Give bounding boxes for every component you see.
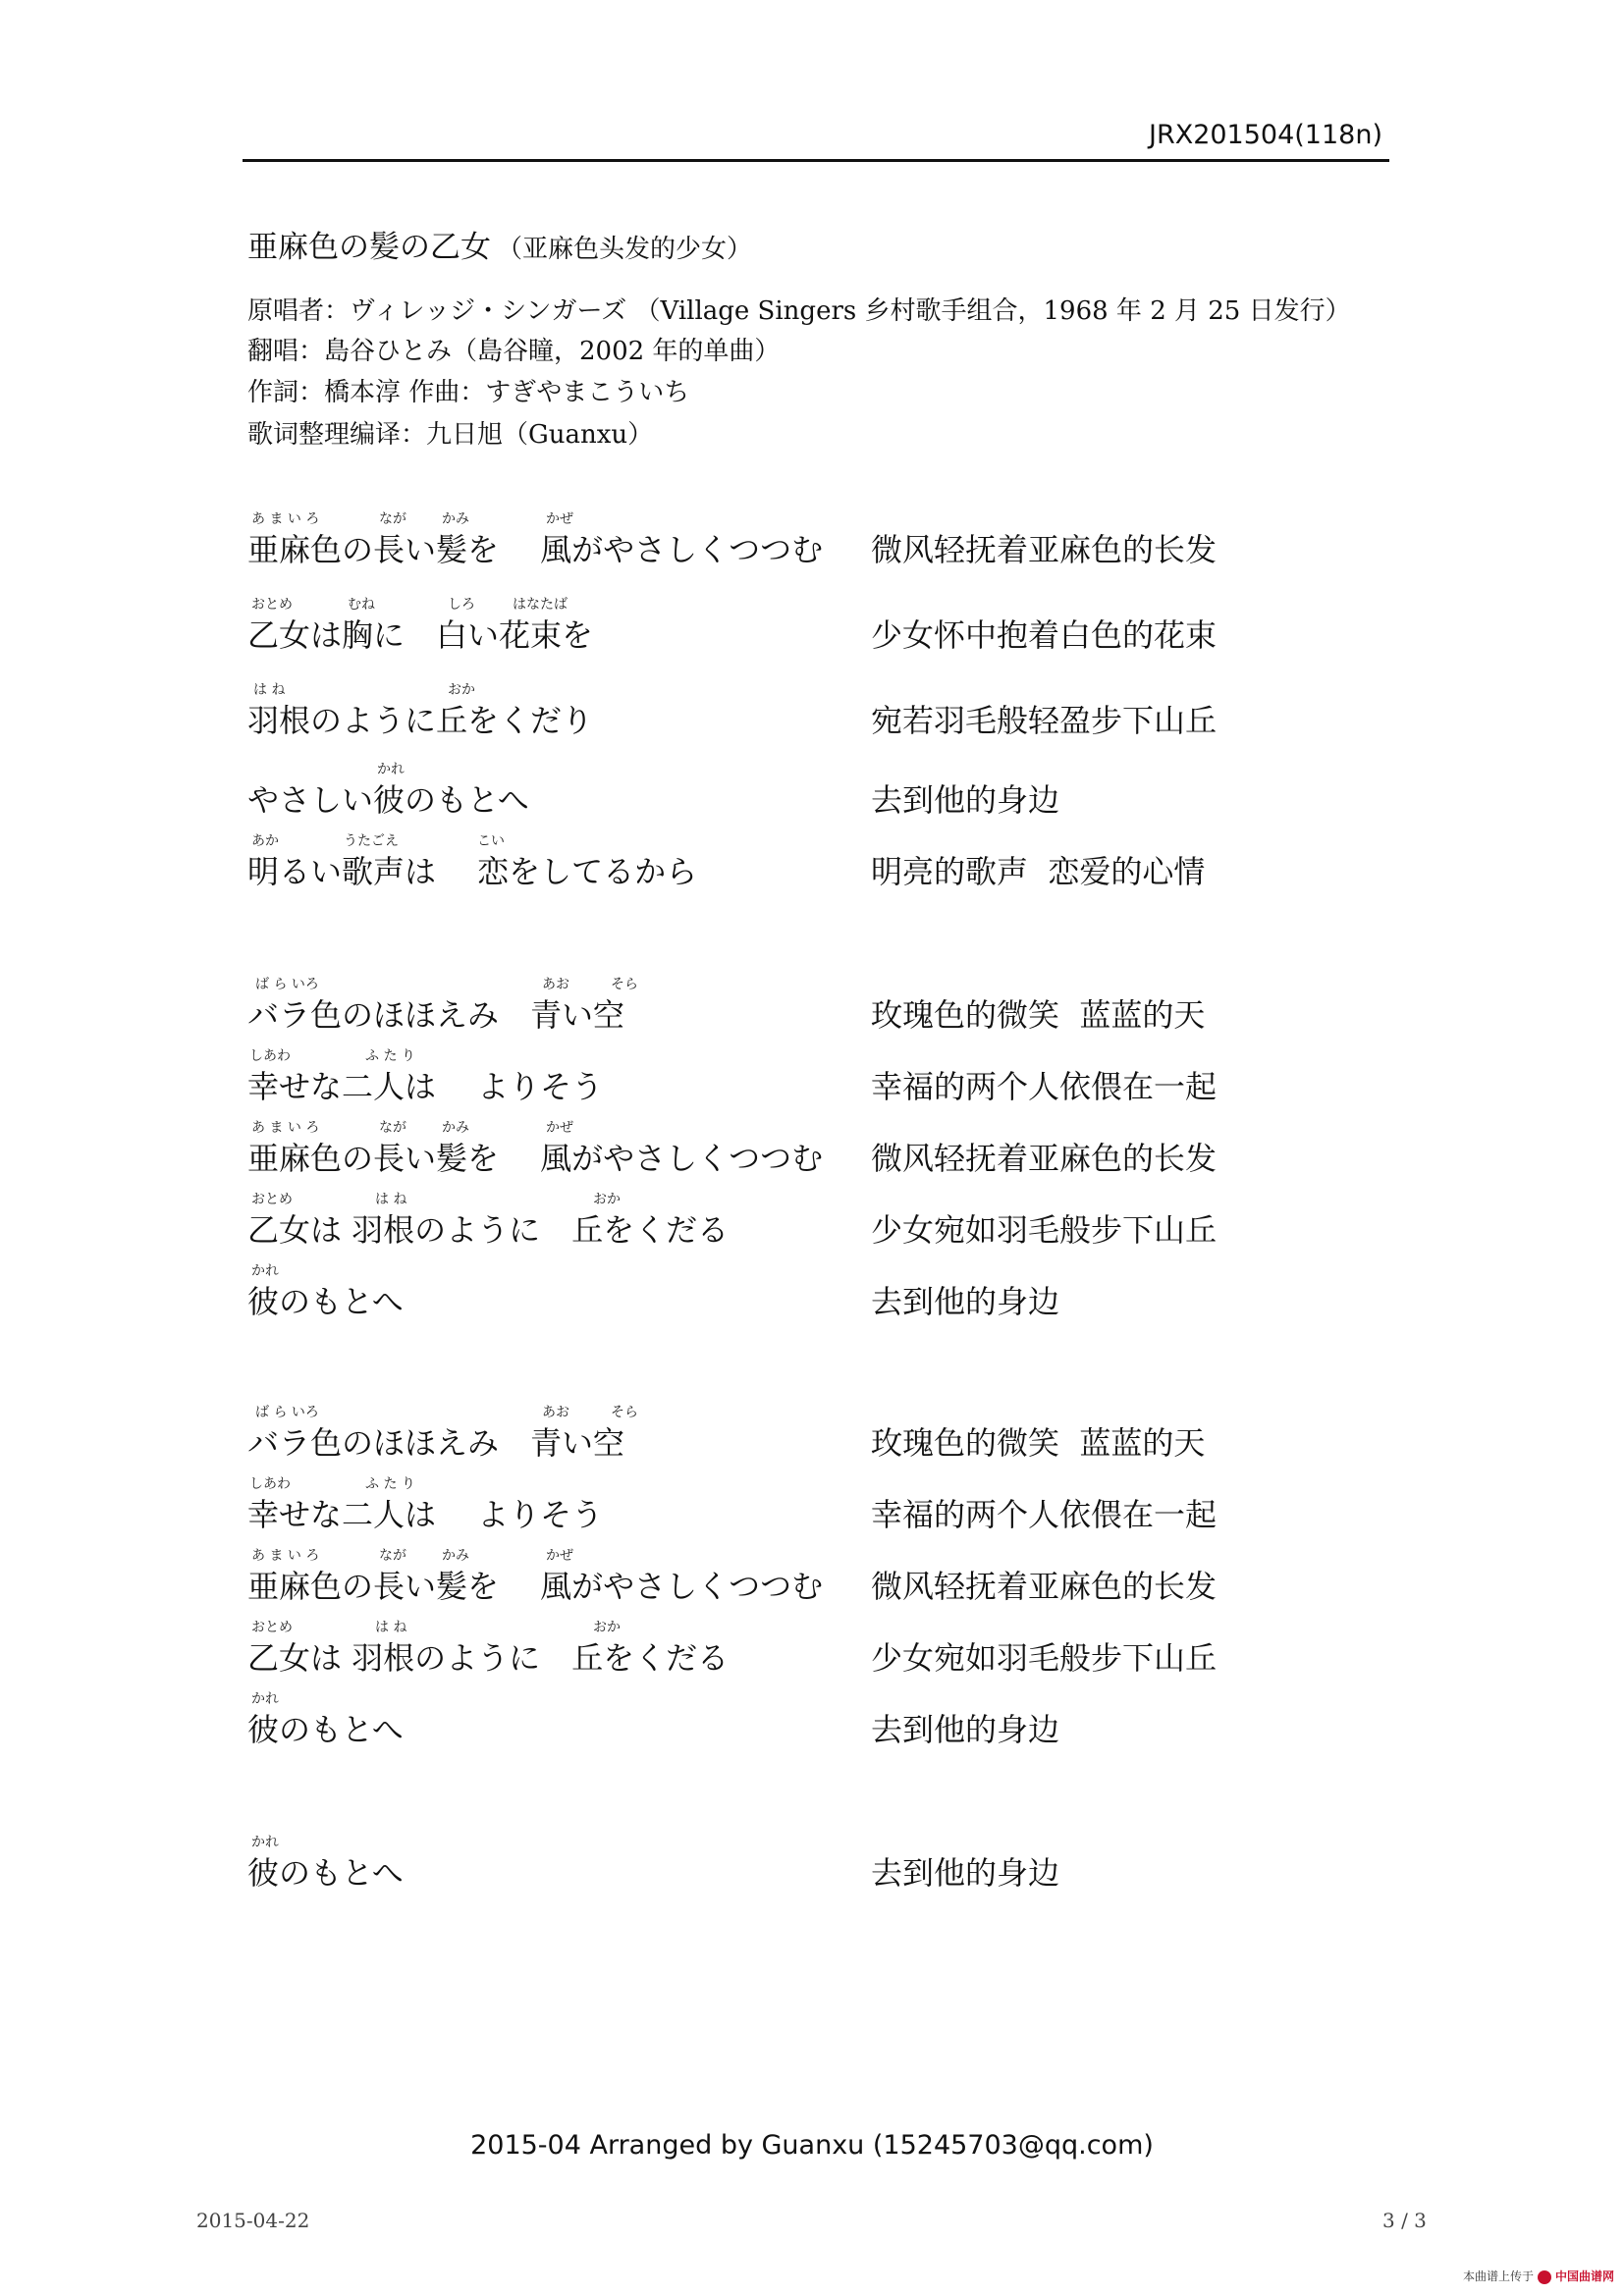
lyric-chinese: 宛若羽毛般轻盈步下山丘 xyxy=(871,702,1218,739)
ruby: ふ た り xyxy=(365,1048,415,1064)
lyric-chinese: 少女宛如羽毛般步下山丘 xyxy=(871,1211,1218,1249)
document-id: JRX201504(118n) xyxy=(1148,120,1382,150)
ruby: かみ xyxy=(442,511,469,527)
ruby: あ ま い ろ xyxy=(251,511,320,527)
lyric-japanese: 乙女は 羽根のように 丘をくだる xyxy=(247,1211,730,1249)
lyric-chinese: 微风轻抚着亚麻色的长发 xyxy=(871,1140,1218,1177)
lyric-japanese: バラ色のほほえみ 青い空 xyxy=(247,1424,625,1462)
lyric-japanese: 明るい歌声は 恋をしてるから xyxy=(247,853,698,890)
song-title-chinese: （亚麻色头发的少女） xyxy=(497,235,753,264)
ruby: おか xyxy=(593,1620,621,1635)
lyric-japanese: 羽根のように丘をくだり xyxy=(247,702,594,739)
ruby: なが xyxy=(379,1120,406,1136)
lyric-japanese: バラ色のほほえみ 青い空 xyxy=(247,996,625,1034)
lyric-chinese: 去到他的身边 xyxy=(871,1854,1060,1892)
header-rule xyxy=(243,159,1389,162)
footer-credit: 2015-04 Arranged by Guanxu (15245703@qq.com) xyxy=(470,2130,1154,2161)
ruby: あお xyxy=(542,1405,569,1420)
lyric-chinese: 幸福的两个人依偎在一起 xyxy=(871,1068,1218,1105)
meta-arranger: 歌词整理编译：九日旭（Guanxu） xyxy=(247,420,654,450)
ruby: しあわ xyxy=(249,1476,291,1492)
lyric-chinese: 去到他的身边 xyxy=(871,1283,1060,1320)
ruby: は ね xyxy=(253,682,286,698)
lyric-japanese: やさしい彼のもとへ xyxy=(247,781,529,819)
ruby: そら xyxy=(611,977,638,992)
ruby: かぜ xyxy=(546,1548,573,1564)
ruby: なが xyxy=(379,1548,406,1564)
ruby: おとめ xyxy=(251,1192,293,1207)
lyric-japanese: 幸せな二人は よりそう xyxy=(247,1068,604,1105)
site-name: 中国曲谱网 xyxy=(1554,2269,1614,2283)
lyric-chinese: 玫瑰色的微笑 蓝蓝的天 xyxy=(871,996,1206,1034)
ruby: おとめ xyxy=(251,597,293,613)
lyric-japanese: 幸せな二人は よりそう xyxy=(247,1496,604,1533)
meta-cover: 翻唱：島谷ひとみ（島谷瞳，2002 年的单曲） xyxy=(247,337,781,366)
song-title-japanese: 亜麻色の髪の乙女 xyxy=(247,230,491,265)
lyric-chinese: 去到他的身边 xyxy=(871,1711,1060,1748)
lyric-japanese: 亜麻色の長い髪を 風がやさしくつつむ xyxy=(247,531,824,568)
ruby: こい xyxy=(477,833,505,849)
ruby: あ ま い ろ xyxy=(251,1120,320,1136)
lyric-chinese: 微风轻抚着亚麻色的长发 xyxy=(871,531,1218,568)
lyric-japanese: 亜麻色の長い髪を 風がやさしくつつむ xyxy=(247,1568,824,1605)
lyric-japanese: 乙女は胸に 白い花束を xyxy=(247,616,594,654)
upload-note xyxy=(1463,2268,1614,2284)
lyric-chinese: 少女怀中抱着白色的花束 xyxy=(871,616,1218,654)
lyric-japanese: 彼のもとへ xyxy=(247,1711,404,1748)
ruby: かれ xyxy=(251,1835,279,1850)
ruby: かみ xyxy=(442,1548,469,1564)
ruby: しあわ xyxy=(249,1048,291,1064)
ruby: おか xyxy=(448,682,475,698)
ruby: は ね xyxy=(375,1620,407,1635)
ruby: かみ xyxy=(442,1120,469,1136)
lyric-chinese: 明亮的歌声 恋爱的心情 xyxy=(871,853,1206,890)
lyric-japanese: 乙女は 羽根のように 丘をくだる xyxy=(247,1639,730,1677)
ruby: なが xyxy=(379,511,406,527)
meta-credits: 作詞：橋本淳 作曲：すぎやまこういち xyxy=(247,378,690,407)
footer-date: 2015-04-22 xyxy=(196,2209,310,2232)
ruby: かぜ xyxy=(546,1120,573,1136)
lyric-japanese: 彼のもとへ xyxy=(247,1283,404,1320)
ruby: は ね xyxy=(375,1192,407,1207)
ruby: うたごえ xyxy=(344,833,399,849)
ruby: おとめ xyxy=(251,1620,293,1635)
ruby: かれ xyxy=(377,762,405,777)
lyric-chinese: 微风轻抚着亚麻色的长发 xyxy=(871,1568,1218,1605)
ruby: むね xyxy=(348,597,375,613)
lyric-japanese: 亜麻色の長い髪を 風がやさしくつつむ xyxy=(247,1140,824,1177)
ruby: かれ xyxy=(251,1263,279,1279)
site-logo-icon xyxy=(1538,2270,1551,2284)
ruby: あお xyxy=(542,977,569,992)
song-title xyxy=(247,222,752,266)
ruby: おか xyxy=(593,1192,621,1207)
ruby: ば ら いろ xyxy=(255,977,319,992)
ruby: はなたば xyxy=(513,597,568,613)
lyric-japanese: 彼のもとへ xyxy=(247,1854,404,1892)
ruby: ば ら いろ xyxy=(255,1405,319,1420)
ruby: そら xyxy=(611,1405,638,1420)
ruby: あ ま い ろ xyxy=(251,1548,320,1564)
ruby: かぜ xyxy=(546,511,573,527)
lyric-chinese: 幸福的两个人依偎在一起 xyxy=(871,1496,1218,1533)
meta-singer: 原唱者：ヴィレッジ・シンガーズ （Village Singers 乡村歌手组合，1968 年 2 月 25 日发行） xyxy=(247,296,1351,326)
ruby: かれ xyxy=(251,1691,279,1707)
ruby: しろ xyxy=(448,597,475,613)
upload-note-text: 本曲谱上传于 xyxy=(1462,2269,1534,2283)
ruby: ふ た り xyxy=(365,1476,415,1492)
ruby: あか xyxy=(251,833,279,849)
lyric-chinese: 少女宛如羽毛般步下山丘 xyxy=(871,1639,1218,1677)
footer-page-number: 3 / 3 xyxy=(1382,2209,1427,2232)
lyric-chinese: 玫瑰色的微笑 蓝蓝的天 xyxy=(871,1424,1206,1462)
lyric-chinese: 去到他的身边 xyxy=(871,781,1060,819)
